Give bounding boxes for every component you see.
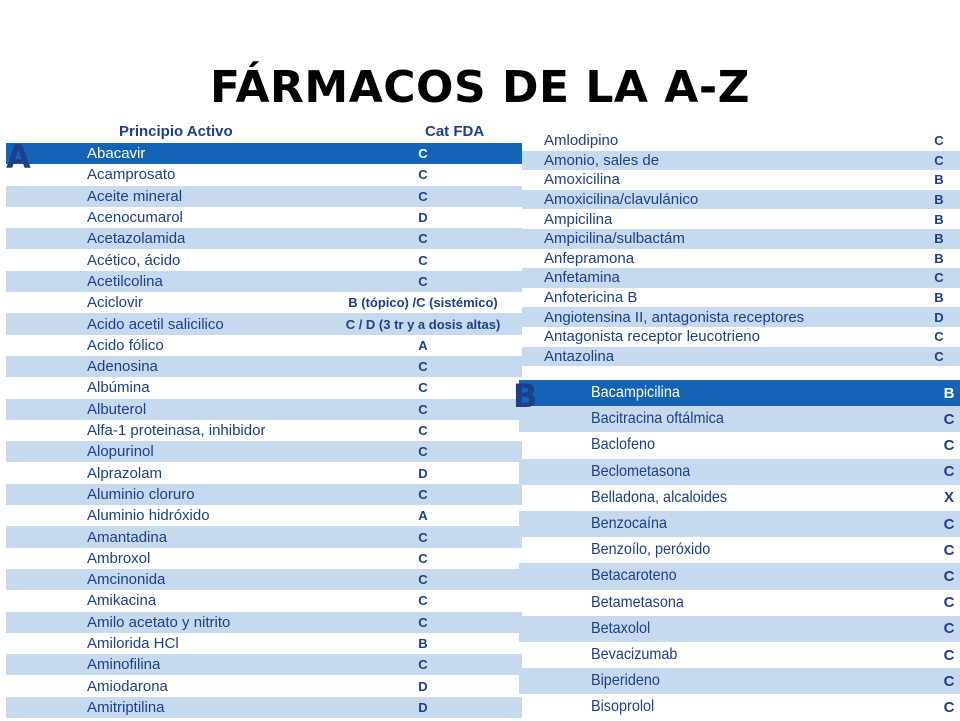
fda-category: C [418, 401, 428, 417]
drug-name: Alprazolam [87, 464, 163, 482]
drug-name: Antagonista receptor leucotrieno [544, 328, 760, 346]
fda-category: B [934, 211, 944, 227]
table-row [6, 313, 522, 334]
fda-category: B [934, 172, 944, 188]
drug-name: Anfetamina [544, 269, 620, 287]
fda-category: X [943, 489, 954, 507]
fda-category: C [418, 146, 428, 162]
fda-category: C / D (3 tr y a dosis altas) [345, 316, 501, 332]
drug-table-a [0, 118, 522, 720]
section-letter-a: A [6, 138, 31, 176]
table-row [6, 250, 522, 271]
drug-name: Biperideno [591, 672, 660, 690]
fda-category: C [934, 348, 944, 364]
table-row [522, 307, 960, 327]
fda-category: C [418, 572, 428, 588]
fda-category: A [418, 337, 428, 353]
drug-name: Acetazolamida [87, 230, 186, 248]
section-letter-b: B [513, 377, 538, 415]
table-row [522, 151, 960, 171]
fda-category: C [418, 444, 428, 460]
table-row [519, 380, 960, 406]
table-row [6, 569, 522, 590]
drug-name: Ambroxol [87, 549, 151, 567]
table-row [519, 537, 960, 563]
table-row [6, 441, 522, 462]
table-row [519, 459, 960, 485]
table-row [6, 143, 522, 164]
table-row [522, 131, 960, 151]
table-row [6, 420, 522, 441]
table-row [6, 271, 522, 292]
drug-name: Aminofilina [87, 656, 161, 674]
fda-category: C [418, 593, 428, 609]
drug-name: Bacitracina oftálmica [591, 410, 724, 428]
table-row [519, 563, 960, 589]
fda-category: C [943, 672, 955, 690]
drug-name: Aceite mineral [87, 187, 183, 205]
table-row [519, 432, 960, 458]
header-principle: Principio Activo [119, 123, 233, 140]
drug-name: Ampicilina/sulbactám [544, 230, 685, 248]
drug-name: Acido acetil salicilico [87, 315, 224, 333]
fda-category: C [943, 620, 955, 638]
table-row [6, 207, 522, 228]
drug-name: Amantadina [87, 528, 168, 546]
drug-name: Acido fólico [87, 336, 164, 354]
table-row [6, 377, 522, 398]
table-row [522, 268, 960, 288]
table-row [522, 347, 960, 367]
fda-category: D [934, 309, 944, 325]
fda-category: C [418, 252, 428, 268]
table-row [6, 548, 522, 569]
drug-name: Acenocumarol [87, 209, 183, 227]
fda-category: D [418, 210, 428, 226]
fda-category: C [418, 614, 428, 630]
fda-category: B [934, 231, 944, 247]
table-row [519, 590, 960, 616]
fda-category: A [418, 508, 428, 524]
table-row [519, 668, 960, 694]
drug-table-a-continued [522, 130, 960, 368]
table-row [522, 288, 960, 308]
drug-name: Alopurinol [87, 443, 154, 461]
drug-name: Aluminio cloruro [87, 485, 195, 503]
fda-category: C [943, 410, 955, 428]
table-row [6, 335, 522, 356]
drug-name: Amoxicilina [544, 171, 620, 189]
table-row [522, 229, 960, 249]
fda-category: C [418, 273, 428, 289]
fda-category: C [418, 550, 428, 566]
drug-name: Amiodarona [87, 677, 168, 695]
table-row [522, 170, 960, 190]
drug-name: Baclofeno [591, 436, 656, 454]
drug-name: Amilorida HCl [87, 635, 179, 653]
fda-category: C [418, 380, 428, 396]
drug-name: Amcinonida [87, 571, 166, 589]
drug-name: Adenosina [87, 358, 158, 376]
drug-name: Acamprosato [87, 166, 176, 184]
fda-category: C [418, 486, 428, 502]
fda-category: C [943, 436, 955, 454]
table-row [6, 676, 522, 697]
drug-name: Abacavir [87, 145, 146, 163]
table-row [6, 356, 522, 377]
fda-category: B [934, 192, 944, 208]
table-row [6, 697, 522, 718]
fda-category: C [418, 167, 428, 183]
table-row [6, 590, 522, 611]
fda-category: C [418, 359, 428, 375]
drug-table-b [513, 377, 960, 720]
drug-name: Anfepramona [544, 249, 635, 267]
header-cat-fda: Cat FDA [425, 123, 485, 140]
table-row [6, 633, 522, 654]
fda-category: C [943, 646, 955, 664]
fda-category: C [418, 529, 428, 545]
fda-category: C [418, 188, 428, 204]
fda-category: B [943, 384, 955, 402]
drug-name: Bisoprolol [591, 698, 655, 716]
fda-category: B [418, 636, 428, 652]
table-row [6, 186, 522, 207]
fda-category: C [418, 423, 428, 439]
fda-category: C [943, 541, 955, 559]
table-row [522, 190, 960, 210]
fda-category: C [418, 657, 428, 673]
fda-category: C [943, 594, 955, 612]
table-row [519, 485, 960, 511]
drug-name: Antazolina [544, 347, 615, 365]
fda-category: C [943, 515, 955, 533]
drug-name: Acetilcolina [87, 272, 163, 290]
fda-category: C [418, 231, 428, 247]
fda-category: C [943, 463, 955, 481]
table-row [6, 526, 522, 547]
fda-category: C [934, 152, 944, 168]
drug-name: Alfa-1 proteinasa, inhibidor [87, 422, 266, 440]
table-row [519, 616, 960, 642]
table-row [519, 694, 960, 720]
drug-name: Ampicilina [544, 210, 613, 228]
drug-name: Amoxicilina/clavulánico [544, 191, 699, 209]
drug-name: Amitriptilina [87, 698, 165, 716]
drug-name: Betaxolol [591, 619, 651, 637]
drug-name: Benzocaína [591, 515, 668, 533]
fda-category: C [934, 270, 944, 286]
drug-name: Belladona, alcaloides [591, 488, 728, 506]
table-row [522, 249, 960, 269]
drug-name: Amlodipino [544, 132, 619, 150]
table-row [6, 228, 522, 249]
drug-name: Betametasona [591, 593, 684, 611]
table-row [6, 463, 522, 484]
fda-category: B [934, 250, 944, 266]
table-row [522, 327, 960, 347]
drug-name: Bacampicilina [591, 384, 680, 402]
table-row [519, 406, 960, 432]
drug-name: Aciclovir [87, 294, 143, 312]
fda-category: D [418, 465, 428, 481]
fda-category: C [943, 567, 955, 585]
fda-category: C [934, 133, 944, 149]
table-row [6, 505, 522, 526]
drug-name: Bevacizumab [591, 646, 678, 664]
page-title: FÁRMACOS DE LA A-Z [209, 62, 750, 113]
fda-category: D [418, 678, 428, 694]
drug-name: Aluminio hidróxido [87, 507, 210, 525]
drug-name: Acético, ácido [87, 251, 181, 269]
drug-name: Betacaroteno [591, 567, 677, 585]
drug-name: Albuterol [87, 400, 147, 418]
table-row [6, 399, 522, 420]
fda-category: C [943, 698, 955, 716]
drug-name: Angiotensina II, antagonista receptores [544, 308, 805, 326]
table-row [6, 292, 522, 313]
fda-category: D [418, 699, 428, 715]
table-row [6, 612, 522, 633]
table-row [519, 642, 960, 668]
fda-category: B [934, 290, 944, 306]
drug-name: Anfotericina B [544, 289, 638, 307]
fda-category: C [934, 329, 944, 345]
table-row [519, 511, 960, 537]
drug-name: Amonio, sales de [544, 151, 660, 169]
table-row [522, 209, 960, 229]
fda-category: B (tópico) /C (sistémico) [348, 295, 498, 311]
drug-name: Beclometasona [591, 462, 691, 480]
drug-name: Amilo acetato y nitrito [87, 613, 231, 631]
drug-name: Albúmina [87, 379, 150, 397]
drug-name: Amikacina [87, 592, 157, 610]
table-row [6, 164, 522, 185]
drug-name: Benzoílo, peróxido [591, 541, 711, 559]
table-row [6, 654, 522, 675]
table-row [6, 484, 522, 505]
